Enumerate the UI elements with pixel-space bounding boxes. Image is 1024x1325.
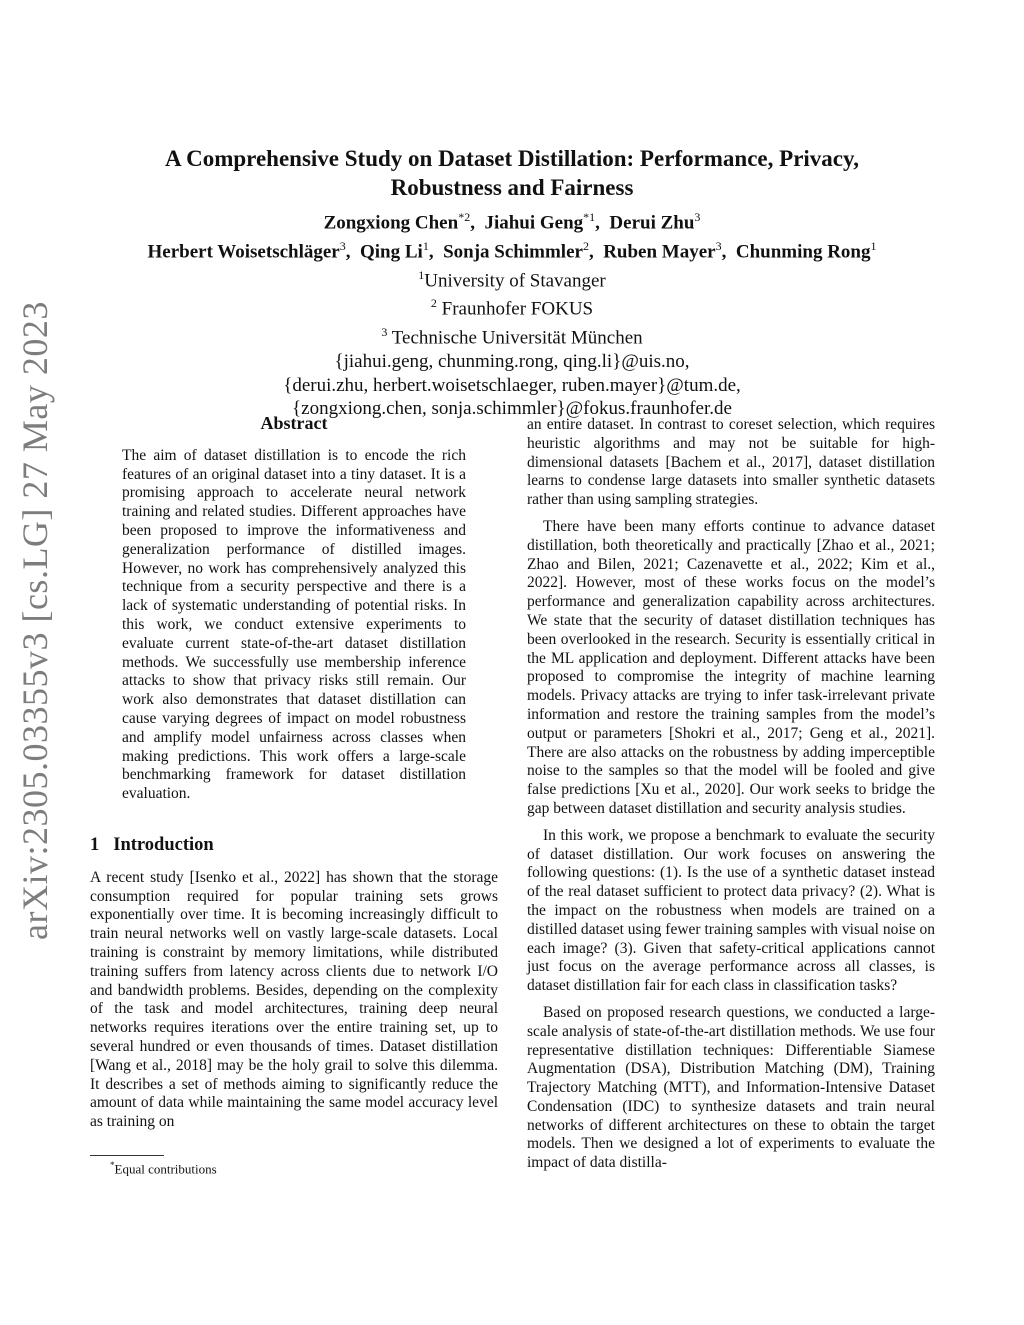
author-affiliation-mark: *1 <box>583 210 596 224</box>
affiliation-number: 2 <box>430 296 437 311</box>
author-name: Derui Zhu <box>609 212 695 234</box>
author-affiliation-mark: 3 <box>715 238 722 253</box>
affiliation <box>90 321 934 350</box>
affiliation-number: 1 <box>418 267 425 282</box>
author-name: Sonja Schimmler <box>443 241 583 263</box>
affiliation-name: University of Stavanger <box>424 269 606 291</box>
footnote-text: Equal contributions <box>114 1161 217 1177</box>
author-line-1: Zongxiong Chen$^{*2}$, Jiahui Geng$^{*1}$, Derui Zhu$^3$ <box>323 210 701 234</box>
footnote-mark: * <box>110 1160 115 1170</box>
right-column <box>527 416 935 1173</box>
author-affiliation-mark: *2 <box>458 210 471 224</box>
body-paragraph: In this work, we propose a benchmark to evaluate the security of dataset distillation. Our work focuses on answering the following questions: (1). Is the use of a synthetic dataset instead of the real dataset sufficient to protect data privacy? (2). What is the impact on the robustness when models are trained on a distilled dataset using fewer training samples with visual noise on each image? (3). Given that safety-critical applications cannot just focus on the average performance across all classes, is dataset distillation fair for each class in classification tasks? <box>527 826 935 995</box>
author-name: Ruben Mayer <box>603 241 716 263</box>
author-name: Zongxiong Chen <box>323 212 459 234</box>
footnote <box>110 1160 217 1177</box>
author-name: Herbert Woisetschläger <box>147 241 340 263</box>
email-line: {zongxiong.chen, sonja.schimmler}@fokus.fraunhofer.de <box>292 398 732 420</box>
author-name: Jiahui Geng <box>484 212 584 234</box>
author-name: Chunming Rong <box>735 241 871 263</box>
left-column <box>90 410 498 1132</box>
body-paragraph: There have been many efforts continue to advance dataset distillation, both theoretically and practically [Zhao et al., 2021; Zhao and Bilen, 2021; Cazenavette et al., 2022; Kim et al., 2022]. However, most of these works focus on the model’s performance and generalization capability across architectures. We state that the security of dataset distillation techniques has been overlooked in the research. Security is essentially critical in the ML application and deployment. Different attacks have been proposed to compromise the integrity of machine learning models. Privacy attacks are trying to infer task-irrelevant private information and restore the training samples from the model’s output or parameters [Shokri et al., 2017; Geng et al., 2021]. There are also attacks on the robustness by adding imperceptible noise to the samples so that the model will be fooled and give false predictions [Xu et al., 2020]. Our work seeks to bridge the gap between dataset distillation and security analysis studies. <box>527 517 935 817</box>
affiliation-name: Technische Universität München <box>391 327 643 349</box>
title-line-1: A Comprehensive Study on Dataset Distillation: Performance, Privacy, <box>165 146 859 171</box>
author-block <box>90 206 934 421</box>
section-heading-introduction <box>90 836 498 855</box>
section-title: Introduction <box>113 834 214 855</box>
email-line: {derui.zhu, herbert.woisetschlaeger, ruben.mayer}@tum.de, <box>283 374 741 396</box>
paper-title <box>120 144 904 202</box>
footnote-divider <box>90 1155 164 1156</box>
author-line-2: Herbert Woisetschläger$^3$, Qing Li$^1$, Sonja Schimmler$^2$, Ruben Mayer$^3$, Chunming Rong$^1$ <box>147 238 877 263</box>
author-affiliation-mark: 1 <box>422 238 429 253</box>
author-affiliation-mark: 2 <box>582 238 589 253</box>
abstract-heading: Abstract <box>260 413 328 433</box>
body-paragraph: an entire dataset. In contrast to coreset selection, which requires heuristic algorithms and may not be suitable for high-dimensional datasets [Bachem et al., 2017], dataset distillation learns to condense large datasets into smaller synthetic datasets rather than using sampling strategies. <box>527 416 935 509</box>
body-paragraph: Based on proposed research questions, we conducted a large-scale analysis of state-of-the-art distillation methods. We use four representative distillation techniques: Differentiable Siamese Augmentation (DSA), Distribution Matching (DM), Training Trajectory Matching (MTT), and Information-Intensive Dataset Condensation (IDC) to synthesize datasets and train neural networks of different architectures on these to obtain the target models. Then we designed a lot of experiments to evaluate the impact of data distilla- <box>527 1003 935 1172</box>
author-affiliation-mark: 1 <box>870 238 877 253</box>
affiliation-number: 3 <box>381 325 388 340</box>
section-number: 1 <box>90 834 100 855</box>
abstract-text: The aim of dataset distillation is to encode the rich features of an original dataset into a tiny dataset. It is a promising approach to accelerate neural network training and related studies. Different approaches have been proposed to improve the informativeness and generalization performance of distilled images. However, no work has comprehensively analyzed this technique from a security perspective and there is a lack of systematic understanding of potential risks. In this work, we conduct extensive experiments to evaluate current state-of-the-art dataset distillation methods. We successfully use membership inference attacks to show that privacy risks still remain. Our work also demonstrates that dataset distillation can cause varying degrees of impact on model robustness and amplify model unfairness across classes when making predictions. This work offers a large-scale benchmarking framework for dataset distillation evaluation. <box>122 446 466 803</box>
arxiv-identifier: arXiv:2305.03355v3 [cs.LG] 27 May 2023 <box>15 301 55 940</box>
title-line-2: Robustness and Fairness <box>390 175 634 200</box>
affiliation <box>90 292 934 321</box>
email-line: {jiahui.geng, chunming.rong, qing.li}@uis.no, <box>334 351 690 373</box>
affiliation <box>90 264 934 293</box>
intro-paragraph: A recent study [Isenko et al., 2022] has shown that the storage consumption required for popular training sets grows exponentially over time. It is becoming increasingly difficult to train neural networks well on vastly large-scale datasets. Local training is constraint by memory limitations, while distributed training suffers from latency across clients due to network I/O and bandwidth problems. Besides, depending on the complexity of the task and model architectures, training deep neural networks requires iterations over the entire training set, up to several hundred or even thousands of times. Dataset distillation [Wang et al., 2018] may be the holy grail to solve this dilemma. It describes a set of methods aiming to significantly reduce the amount of data while maintaining the same model accuracy level as training on <box>90 868 498 1131</box>
author-name: Qing Li <box>360 241 423 263</box>
author-affiliation-mark: 3 <box>694 210 701 224</box>
author-affiliation-mark: 3 <box>339 238 346 253</box>
affiliation-name: Fraunhofer FOKUS <box>441 298 594 320</box>
